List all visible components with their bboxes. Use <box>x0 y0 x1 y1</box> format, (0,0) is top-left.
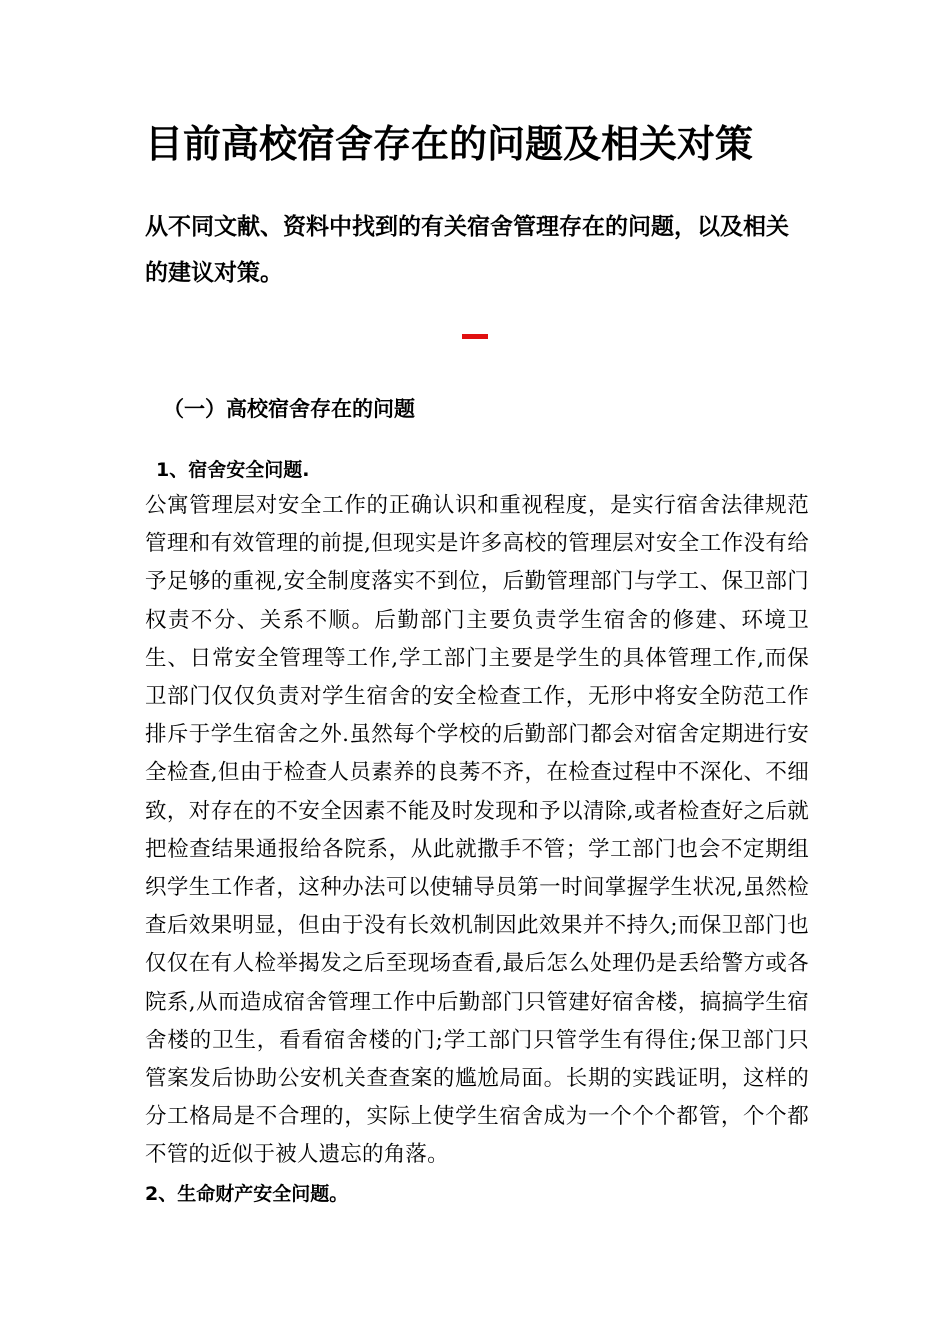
document-title: 目前高校宿舍存在的问题及相关对策 <box>145 122 754 166</box>
subsection-1-heading: 1、宿舍安全问题. <box>156 459 310 481</box>
section-heading: （一）高校宿舍存在的问题 <box>163 397 415 421</box>
document-subtitle: 从不同文献、资料中找到的有关宿舍管理存在的问题，以及相关的建议对策。 <box>145 214 789 286</box>
red-divider <box>462 334 488 339</box>
subsection-2-heading: 2、生命财产安全问题。 <box>145 1183 349 1205</box>
subsection-1-body: 公寓管理层对安全工作的正确认识和重视程度，是实行宿舍法律规范管理和有效管理的前提,但现实是许多高校的管理层对安全工作没有给予足够的重视,安全制度落实不到位，后勤管理部门与学工、保卫部门权责不分、关系不顺。后勤部门主要负责学生宿舍的修建、环境卫生、日常安全管理等工作,学工部门主要是学生的具体管理工作,而保卫部门仅仅负责对学生宿舍的安全检查工作，无形中将安全防范工作排斥于学生宿舍之外.虽然每个学校的后勤部门都会对宿舍定期进行安全检查,但由于检查人员素养的良莠不齐，在检查过程中不深化、不细致，对存在的不安全因素不能及时发现和予以清除,或者检查好之后就把检查结果通报给各院系，从此就撒手不管；学工部门也会不定期组织学生工作者，这种办法可以使辅导员第一时间掌握学生状况,虽然检查后效果明显，但由于没有长效机制因此效果并不持久;而保卫部门也仅仅在有人检举揭发之后至现场查看,最后怎么处理仍是丢给警方或各院系,从而造成宿舍管理工作中后勤部门只管建好宿舍楼，搞搞学生宿舍楼的卫生，看看宿舍楼的门;学工部门只管学生有得住;保卫部门只管案发后协助公安机关查查案的尴尬局面。长期的实践证明，这样的分工格局是不合理的，实际上使学生宿舍成为一个个个都管，个个都不管的近似于被人遗忘的角落。 <box>145 493 809 1168</box>
